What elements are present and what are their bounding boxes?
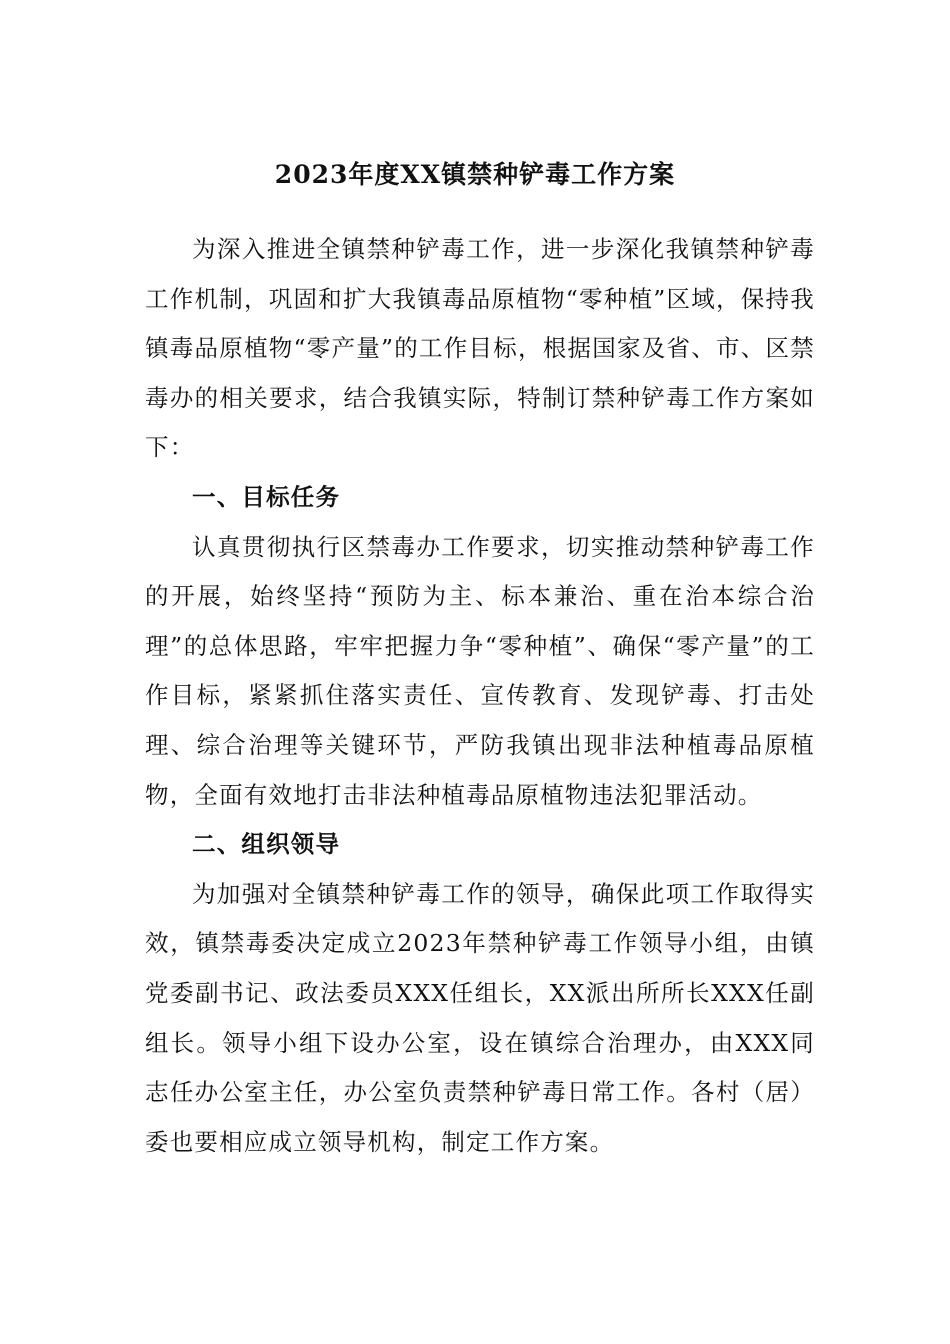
- section-heading-organization: 二、组织领导: [192, 830, 341, 859]
- document-title: 2023年度XX镇禁种铲毒工作方案: [274, 160, 676, 189]
- section-body-goals: 认真贯彻执行区禁毒办工作要求，切实推动禁种铲毒工作的开展，始终坚持“预防为主、标本兼治、重在治本综合治理”的总体思路，牢牢把握力争“零种植”、确保“零产量”的工作目标，紧紧抓住落实责任、宣传教育、发现铲毒、打击处理、综合治理等关键环节，严防我镇出现非法种植毒品原植物，全面有效地打击非法种植毒品原植物违法犯罪活动。: [145, 532, 815, 809]
- intro-paragraph: 为深入推进全镇禁种铲毒工作，进一步深化我镇禁种铲毒工作机制，巩固和扩大我镇毒品原植物“零种植”区域，保持我镇毒品原植物“零产量”的工作目标，根据国家及省、市、区禁毒办的相关要求，结合我镇实际，特制订禁种铲毒工作方案如下：: [145, 235, 815, 462]
- document-body: [145, 225, 815, 1167]
- section-body-organization: 为加强对全镇禁种铲毒工作的领导，确保此项工作取得实效，镇禁毒委决定成立2023年禁种铲毒工作领导小组，由镇党委副书记、政法委员XXX任组长，XX派出所所长XXX任副组长。领导小组下设办公室，设在镇综合治理办，由XXX同志任办公室主任，办公室负责禁种铲毒日常工作。各村（居）委也要相应成立领导机构，制定工作方案。: [145, 879, 815, 1156]
- section-heading-goals: 一、目标任务: [192, 482, 341, 511]
